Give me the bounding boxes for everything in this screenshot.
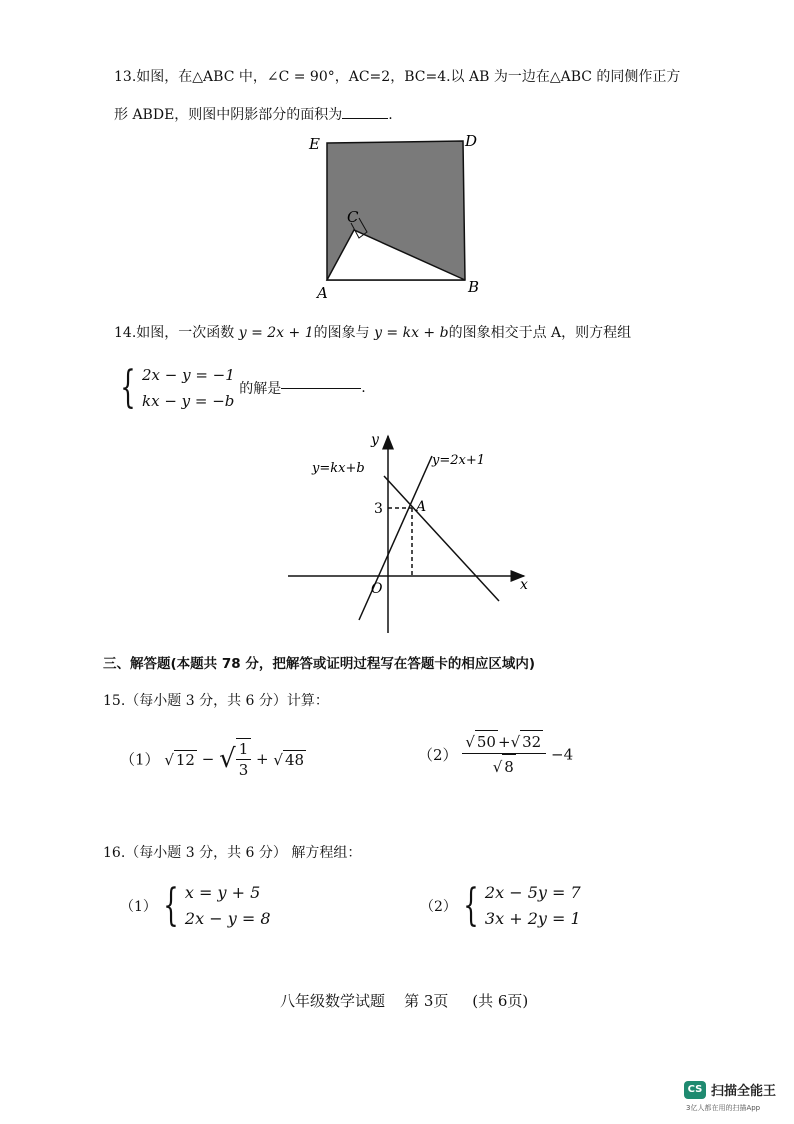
q14-middle: 的图象与 bbox=[313, 325, 370, 341]
q14-answer-blank[interactable] bbox=[281, 388, 361, 389]
q16-p2-eq2: 3x + 2y = 1 bbox=[484, 909, 581, 928]
label-A: A bbox=[317, 284, 328, 302]
q15-title: 15.（每小题 3 分，共 6 分）计算： bbox=[103, 693, 329, 709]
point-a-label: A bbox=[416, 499, 427, 515]
label-D: D bbox=[465, 132, 478, 150]
q13-answer-blank[interactable] bbox=[342, 118, 388, 119]
q15-p1-plus: + bbox=[256, 750, 269, 768]
watermark-subtitle: 3亿人都在用的扫描App bbox=[686, 1104, 761, 1112]
q13-line2-text: 形 ABDE，则图中阴影部分的面积为 bbox=[114, 107, 343, 123]
q14-system bbox=[114, 362, 366, 414]
page-footer: 八年级数学试题 第 3页 (共 6页) bbox=[280, 992, 529, 1010]
q15-p2-sqrt8: 8 bbox=[502, 754, 516, 779]
q15-p2-sqrt50: 50 bbox=[475, 730, 498, 753]
q15-p2-label: （2） bbox=[418, 746, 458, 764]
q14-line1 bbox=[114, 322, 631, 342]
q16-p2-label: （2） bbox=[420, 899, 457, 915]
brace-icon: { bbox=[163, 880, 179, 931]
q16-part1 bbox=[120, 880, 271, 932]
q14-suffix: 的图象相交于点 A，则方程组 bbox=[448, 325, 632, 341]
q15-p2-plus: + bbox=[497, 733, 511, 751]
q16-p2-eq1: 2x − 5y = 7 bbox=[484, 883, 581, 902]
q15-p1-num: 1 bbox=[236, 739, 252, 760]
q13-end: . bbox=[388, 107, 393, 123]
q16-p1-label: （1） bbox=[120, 899, 157, 915]
q13-figure bbox=[300, 128, 500, 303]
label-B: B bbox=[468, 278, 480, 296]
q15-p2-fraction: $\frac{√ 50 +√ 32}{√ 8}$ bbox=[462, 730, 546, 779]
brace-icon: { bbox=[120, 362, 136, 413]
label-C: C bbox=[347, 208, 359, 226]
q15-p1-minus: − bbox=[201, 750, 215, 768]
q14-prefix: 14.如图，一次函数 bbox=[114, 325, 235, 341]
scanner-watermark bbox=[684, 1080, 776, 1099]
brace-icon: { bbox=[463, 880, 479, 931]
q16-p1-eq2: 2x − y = 8 bbox=[184, 909, 271, 928]
q14-tail: 的解是 bbox=[239, 381, 282, 397]
q14-eq1: 2x − y = −1 bbox=[142, 366, 235, 384]
q15-p1-den: 3 bbox=[238, 761, 249, 779]
q13-line1: 13.如图，在△ABC 中，∠C = 90°，AC=2，BC=4.以 AB 为一边在△ABC 的同侧作正方 bbox=[114, 69, 681, 85]
q14-end: . bbox=[361, 380, 366, 396]
q15-p1-sqrt48: 48 bbox=[284, 750, 305, 769]
label-E: E bbox=[309, 135, 320, 153]
y-axis-label: y bbox=[371, 432, 379, 448]
q14-graph bbox=[280, 428, 540, 638]
q16-part2 bbox=[420, 880, 581, 932]
line-2x-label: y=2x+1 bbox=[432, 453, 486, 468]
q14-formula-1: y = 2x + 1 bbox=[238, 325, 314, 341]
watermark-title: 扫描全能王 bbox=[711, 1084, 777, 1099]
q15-part1: （1） √ 12 − √ $\frac{1}{3}$ + √ 48 bbox=[120, 740, 305, 779]
q15-p2-tail: −4 bbox=[551, 745, 574, 764]
q15-part2 bbox=[418, 730, 573, 779]
line-2x-plus-1 bbox=[359, 456, 432, 620]
q15-p1-label: （1） bbox=[120, 750, 160, 769]
tick-3-label: 3 bbox=[374, 501, 383, 517]
q16-title: 16.（每小题 3 分，共 6 分） 解方程组： bbox=[103, 845, 362, 861]
line-kx-label: y=kx+b bbox=[312, 461, 365, 476]
x-axis-label: x bbox=[520, 577, 528, 593]
q14-eq2: kx − y = −b bbox=[142, 392, 235, 410]
q14-formula-2: y = kx + b bbox=[374, 325, 449, 341]
origin-label: O bbox=[371, 581, 383, 597]
q13-line2 bbox=[114, 104, 393, 124]
line-kx-plus-b bbox=[384, 476, 499, 601]
q15-p1-sqrt12: 12 bbox=[175, 750, 195, 769]
q16-p1-eq1: x = y + 5 bbox=[184, 883, 261, 902]
q15-p2-sqrt32: 32 bbox=[520, 730, 543, 753]
section3-title: 三、解答题(本题共 78 分，把解答或证明过程写在答题卡的相应区域内) bbox=[103, 656, 536, 672]
q15-p1-fraction bbox=[236, 738, 252, 780]
cs-logo-icon: CS bbox=[684, 1081, 706, 1099]
